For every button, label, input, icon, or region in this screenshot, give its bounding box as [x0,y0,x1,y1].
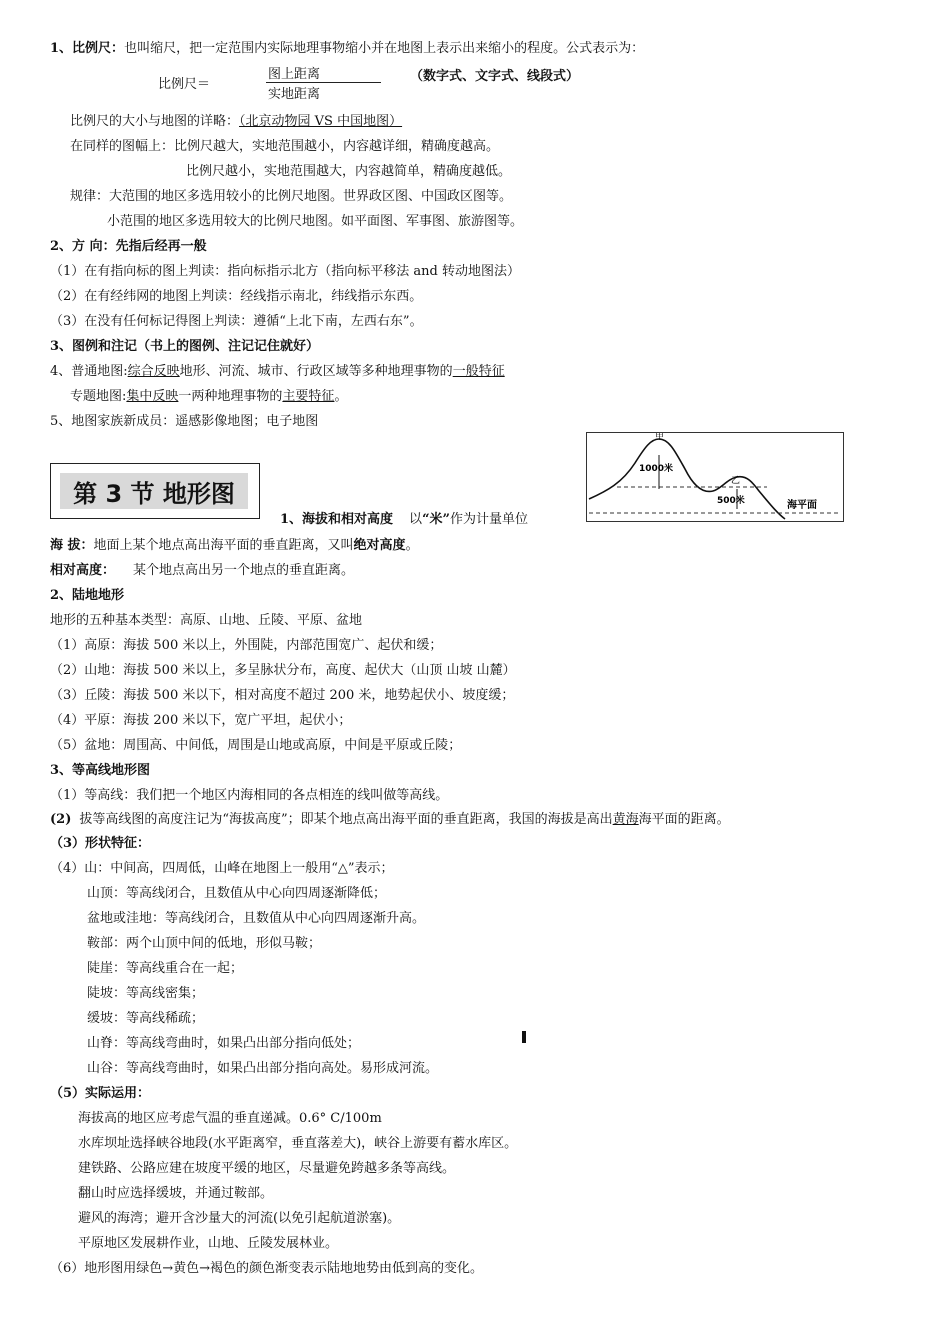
contour-line-2-end: 海平面的距离。 [638,812,730,827]
height-label-1000: 1000米 [639,464,674,474]
general-map-label: 4、普通地图: [50,364,128,379]
relative-height-text: 某个地点高出另一个地点的垂直距离。 [133,563,355,578]
unit-meter: “米” [422,512,451,527]
altitude-diagram [586,432,844,522]
same-line-1 [70,138,499,156]
landform-intro: 地形的五种基本类型：高原、山地、丘陵、平原、盆地 [50,613,363,628]
altitude-heading-line [280,511,528,529]
same-text-1: 比例尺越大，实地范围越小，内容越详细，精确度越高。 [174,139,500,154]
landform-basin: （5）盆地：周围高、中间低，周围是山地或高原，中间是平原或丘陵； [50,738,462,753]
feature-valley: 山谷：等高线弯曲时，如果凸出部分指向高处。易形成河流。 [87,1061,439,1076]
thematic-map-line [70,388,347,406]
contour-line-2-huanghai: 黄海 [612,812,639,827]
altitude-diagram-svg [587,433,843,521]
scale-heading: 比例尺： [72,41,125,56]
rule-line-1: 规律：大范围的地区多选用较小的比例尺地图。世界政区图、中国政区图等。 [70,189,513,204]
sea-level-label: 海平面 [787,500,817,511]
general-map-feature: 一般特征 [452,364,505,379]
feature-saddle: 鞍部：两个山顶中间的低地，形似马鞍； [87,936,322,951]
absolute-height: 绝对高度 [353,538,406,553]
fraction-bar [266,82,381,83]
feature-summit: 山顶：等高线闭合，且数值从中心向四周逐渐降低； [87,886,387,901]
application-4: 翻山时应选择缓坡，并通过鞍部。 [78,1186,274,1201]
direction-heading: 2、方 向：先指后经再一般 [50,239,207,254]
detail-example: （北京动物园 VS 中国地图） [239,114,403,129]
application-3: 建铁路、公路应建在坡度平缓的地区，尽量避免跨越多条等高线。 [78,1161,456,1176]
thematic-map-text: 一两种地理事物的 [178,389,283,404]
shape-features-heading: （3）形状特征： [50,836,151,851]
unit-suffix: 作为计量单位 [450,512,529,527]
general-map-line [50,363,505,381]
legend-heading: 3、图例和注记（书上的图例、注记记住就好） [50,339,320,354]
feature-ridge: 山脊：等高线弯曲时，如果凸出部分指向低处； [87,1036,361,1051]
feature-cliff: 陡崖：等高线重合在一起； [87,961,244,976]
section-title: 第 3 节 地形图 [60,473,248,509]
color-gradient-line: （6）地形图用绿色→黄色→褐色的颜色渐变表示陆地地势由低到高的变化。 [50,1261,484,1276]
scale-definition: 也叫缩尺，把一定范围内实际地理事物缩小并在地图上表示出来缩小的程度。公式表示为： [124,41,645,56]
relative-height-definition [50,562,354,580]
general-map-keyword: 综合反映 [127,364,180,379]
altitude-heading: 1、海拔和相对高度 [280,512,394,527]
application-2: 水库坝址选择峡谷地段(水平距离窄，垂直落差大)，峡谷上游要有蓄水库区。 [78,1136,518,1151]
thematic-map-keyword: 集中反映 [126,389,179,404]
landform-plain: （4）平原：海拔 200 米以下，宽广平坦，起伏小； [50,713,352,728]
relative-height-label: 相对高度： [50,563,116,578]
stray-mark [522,1031,526,1043]
contour-line-2-text: 拔等高线图的高度注记为“海拔高度”；即某个地点高出海平面的垂直距离，我国的海拔是高出 [79,812,613,827]
rule-line-2: 小范围的地区多选用较大的比例尺地图。如平面图、军事图、旅游图等。 [107,214,524,229]
altitude-definition [50,537,419,555]
application-6: 平原地区发展耕作业，山地、丘陵发展林业。 [78,1236,339,1251]
mountain-symbol-line: （4）山：中间高，四周低，山峰在地图上一般用“△”表示； [50,861,394,876]
landform-hill: （3）丘陵：海拔 500 米以下，相对高度不超过 200 米，地势起伏小、坡度缓； [50,688,515,703]
same-label: 在同样的图幅上： [70,139,175,154]
direction-line-3: （3）在没有任何标记得图上判读：遵循“上北下南，左西右东”。 [50,314,423,329]
landform-heading: 2、陆地地形 [50,588,125,603]
feature-basin: 盆地或洼地：等高线闭合，且数值从中心向四周逐渐升高。 [87,911,426,926]
scale-line [50,40,644,58]
formula-denominator: 实地距离 [268,87,321,102]
detail-line [70,113,402,131]
formula-left: 比例尺＝ [158,77,211,92]
thematic-map-end: 。 [334,389,348,404]
section-title-box [50,463,260,519]
altitude-end: 。 [405,538,419,553]
direction-line-2: （2）在有经纬网的地图上判读：经线指示南北，纬线指示东西。 [50,289,423,304]
detail-label: 比例尺的大小与地图的详略： [70,114,240,129]
direction-line-1: （1）在有指向标的图上判读：指向标指示北方（指向标平移法 and 转动地图法） [50,264,520,279]
application-1: 海拔高的地区应考虑气温的垂直递减。0.6° C/100m [78,1111,382,1126]
feature-gentle-slope: 缓坡：等高线稀疏； [87,1011,205,1026]
formula-note: （数字式、文字式、线段式） [410,69,580,84]
feature-steep-slope: 陡坡：等高线密集； [87,986,205,1001]
formula-numerator: 图上距离 [268,67,321,82]
altitude-label: 海 拔： [50,538,94,553]
height-label-500: 500米 [717,496,745,506]
unit-prefix: 以 [409,512,423,527]
map-family-line: 5、地图家族新成员：遥感影像地图；电子地图 [50,414,319,429]
point-label-yi: 乙 [731,476,741,486]
general-map-text: 地形、河流、城市、行政区域等多种地理事物的 [179,364,453,379]
application-heading: （5）实际运用： [50,1086,151,1101]
contour-line-2-number: (2) [50,812,72,827]
contour-line-1: （1）等高线：我们把一个地区内海相同的各点相连的线叫做等高线。 [50,788,449,803]
peak-label-jia: 甲 [655,433,665,442]
terrain-outline [589,439,785,519]
landform-plateau: （1）高原：海拔 500 米以上，外围陡，内部范围宽广、起伏和缓； [50,638,443,653]
contour-line-2 [50,811,730,829]
thematic-map-feature: 主要特征 [282,389,335,404]
application-5: 避风的海湾；避开含沙量大的河流(以免引起航道淤塞)。 [78,1211,401,1226]
altitude-text: 地面上某个地点高出海平面的垂直距离，又叫 [93,538,354,553]
landform-mountain: （2）山地：海拔 500 米以上，多呈脉状分布，高度、起伏大（山顶 山坡 山麓） [50,663,516,678]
thematic-map-label: 专题地图: [70,389,127,404]
contour-heading: 3、等高线地形图 [50,763,151,778]
item-number: 1、 [50,41,73,56]
same-text-2: 比例尺越小，实地范围越大，内容越简单，精确度越低。 [186,164,512,179]
